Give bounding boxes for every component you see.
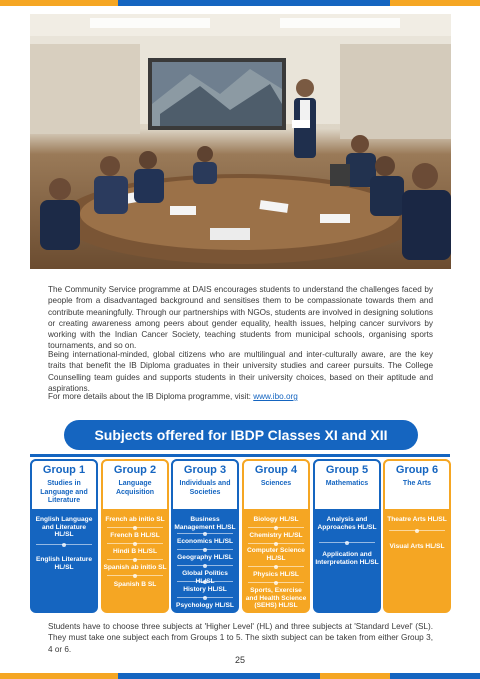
divider (177, 565, 233, 566)
divider (319, 542, 375, 543)
international-minded-paragraph: Being international-minded, global citizens who are multilingual and inter-culturally aware, are the key traits that benefit the IB Diploma graduates in their university studies and career pursuits. The College Counselling team guides and supports students in their university choices, based on their aptitude and aspirations. (48, 350, 433, 393)
subject-item: Hindi B HL/SL (113, 548, 157, 555)
group-6-header (383, 459, 451, 511)
group-title: Group 3 (183, 464, 227, 476)
group-subtitle: Individuals and Societies (179, 480, 231, 496)
divider (177, 533, 233, 534)
subject-item: History HL/SL (183, 586, 227, 593)
group-2-header (101, 459, 169, 511)
subject-item: French ab initio SL (105, 516, 165, 523)
divider (107, 543, 163, 544)
subject-item: English Literature HL/SL (35, 556, 93, 571)
group-subtitle: Language Acquisition (115, 480, 155, 496)
subject-item: Global Politics (182, 570, 228, 577)
divider (177, 597, 233, 598)
more-details-paragraph (48, 391, 433, 402)
subject-item: English Language and Literature HL/SL (35, 516, 93, 539)
subject-item: Spanish ab initio SL (103, 564, 167, 571)
subject-item: Chemistry HL/SL (249, 532, 303, 539)
subject-item: Spanish B SL (113, 581, 157, 588)
subject-item: Sports, Exercise and Health Science (SEHS) HL/SL (245, 587, 307, 610)
group-5-header (313, 459, 381, 511)
group-subtitle: Studies in Language and Literature (40, 480, 88, 504)
divider (248, 543, 304, 544)
group-3-card (171, 459, 239, 613)
subject-item: Computer Science HL/SL (247, 547, 305, 562)
group-2-card (101, 459, 169, 613)
group-subtitle: Mathematics (325, 480, 369, 487)
divider (107, 559, 163, 560)
subject-item: Visual Arts HL/SL (389, 543, 445, 550)
subject-item: Psychology HL/SL (176, 602, 234, 609)
divider (177, 581, 233, 582)
group-title: Group 2 (113, 464, 157, 476)
group-title: Group 4 (254, 464, 298, 476)
group-1-header (30, 459, 98, 511)
subject-item: Physics HL/SL (253, 571, 299, 578)
subject-item: Biology HL/SL (253, 516, 299, 523)
group-subtitle: The Arts (402, 480, 432, 487)
ibo-link[interactable]: www.ibo.org (253, 392, 298, 401)
divider (389, 530, 445, 531)
divider (248, 582, 304, 583)
subject-item: Application and Interpretation HL/SL (315, 551, 379, 566)
bottom-color-bar (0, 673, 480, 679)
divider (107, 527, 163, 528)
group-6-card (383, 459, 451, 613)
more-details-text: For more details about the IB Diploma programme, visit: (48, 392, 254, 401)
divider (177, 549, 233, 550)
group-3-header (171, 459, 239, 511)
subjects-banner: Subjects offered for IBDP Classes XI and XII (64, 420, 418, 450)
group-title: Group 5 (325, 464, 369, 476)
subject-item: Business Management HL/SL (174, 516, 236, 531)
group-4-card (242, 459, 310, 613)
group-1-card (30, 459, 98, 613)
divider (107, 575, 163, 576)
page-number: 25 (234, 655, 245, 665)
divider (36, 544, 92, 545)
divider (248, 527, 304, 528)
divider (248, 566, 304, 567)
subject-item: Economics HL/SL (176, 538, 234, 545)
subject-item: Analysis and Approaches HL/SL (317, 516, 377, 531)
group-4-header (242, 459, 310, 511)
group-title: Group 6 (395, 464, 439, 476)
subject-item: Theatre Arts HL/SL (387, 516, 447, 523)
subject-choice-note: Students have to choose three subjects at 'Higher Level' (HL) and three subjects at 'Standard Level' (SL). They must take one subject each from Groups 1 to 5. The sixth subject can be taken from either Group 3, 4 or 6. (48, 622, 433, 654)
group-subtitle: Sciences (260, 480, 292, 487)
classroom-photo (30, 14, 451, 269)
group-5-card (313, 459, 381, 613)
subject-item: Geography HL/SL (177, 554, 233, 561)
group-title: Group 1 (42, 464, 86, 476)
subject-item: French B HL/SL (110, 532, 160, 539)
top-color-bar (0, 0, 480, 6)
community-service-paragraph: The Community Service programme at DAIS encourages students to understand the challenges faced by people from a disadvantaged background and sensitises them to be compassionate towards them and contribute meaningfully. Through our partnerships with NGOs, students are involved in designing solutions or creating awareness among peers about gender equality, health issues, helping cancer survivors by working with the Indian Cancer Society, teaching students from municipal schools, organising sports tournaments, and so on. (48, 285, 433, 351)
